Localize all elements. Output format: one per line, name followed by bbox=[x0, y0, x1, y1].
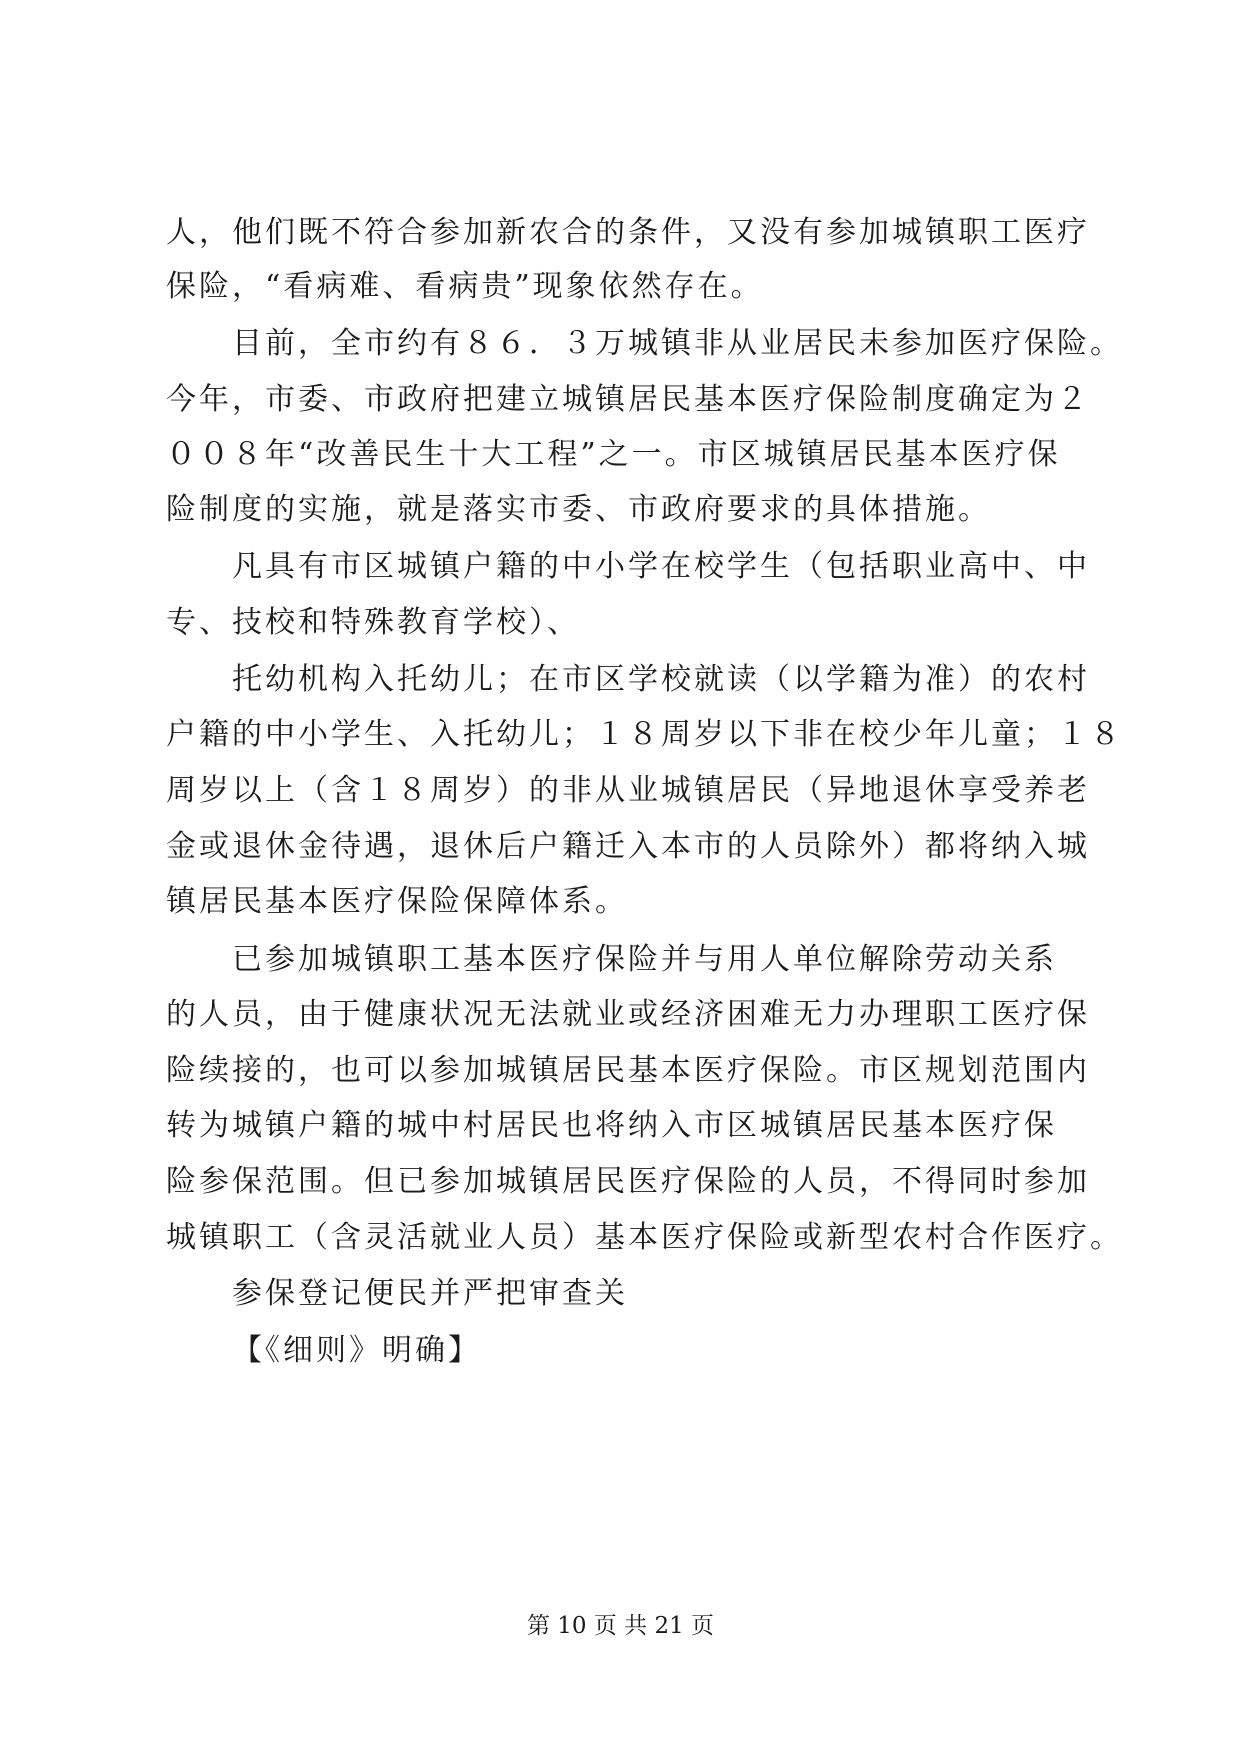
body-line: 专、技校和特殊教育学校）、 bbox=[166, 605, 580, 640]
body-line: 保险，“看病难、看病贵”现象依然存在。 bbox=[166, 269, 764, 304]
body-line: ００８年“改善民生十大工程”之一。市区城镇居民基本医疗保 bbox=[166, 437, 1061, 472]
body-line: 户籍的中小学生、入托幼儿；１８周岁以下非在校少年儿童；１８ bbox=[166, 717, 1123, 752]
paragraph-first-line: 已参加城镇职工基本医疗保险并与用人单位解除劳动关系 bbox=[232, 942, 1057, 977]
paragraph-first-line: 目前，全市约有８６．３万城镇非从业居民未参加医疗保险。 bbox=[232, 326, 1123, 361]
body-line: 金或退休金待遇，退休后户籍迁入本市的人员除外）都将纳入城 bbox=[166, 829, 1090, 864]
section-heading: 参保登记便民并严把审查关 bbox=[232, 1276, 628, 1311]
page-number-footer: 第 10 页 共 21 页 bbox=[526, 1613, 715, 1639]
body-line: 险制度的实施，就是落实市委、市政府要求的具体措施。 bbox=[166, 492, 991, 527]
paragraph-first-line: 托幼机构入托幼儿；在市区学校就读（以学籍为准）的农村 bbox=[232, 662, 1090, 697]
body-line: 转为城镇户籍的城中村居民也将纳入市区城镇居民基本医疗保 bbox=[166, 1108, 1057, 1143]
body-line: 的人员，由于健康状况无法就业或经济困难无力办理职工医疗保 bbox=[166, 997, 1090, 1032]
body-line: 人，他们既不符合参加新农合的条件，又没有参加城镇职工医疗 bbox=[166, 215, 1090, 250]
body-line: 今年，市委、市政府把建立城镇居民基本医疗保险制度确定为２ bbox=[166, 382, 1090, 417]
body-line: 险参保范围。但已参加城镇居民医疗保险的人员，不得同时参加 bbox=[166, 1164, 1090, 1199]
body-line: 险续接的，也可以参加城镇居民基本医疗保险。市区规划范围内 bbox=[166, 1053, 1090, 1088]
body-line: 周岁以上（含１８周岁）的非从业城镇居民（异地退休享受养老 bbox=[166, 773, 1090, 808]
body-line: 城镇职工（含灵活就业人员）基本医疗保险或新型农村合作医疗。 bbox=[166, 1220, 1123, 1255]
paragraph-first-line: 凡具有市区城镇户籍的中小学在校学生（包括职业高中、中 bbox=[232, 549, 1090, 584]
body-line: 镇居民基本医疗保险保障体系。 bbox=[166, 884, 628, 919]
section-subheading: 【《细则》明确】 bbox=[232, 1333, 481, 1368]
